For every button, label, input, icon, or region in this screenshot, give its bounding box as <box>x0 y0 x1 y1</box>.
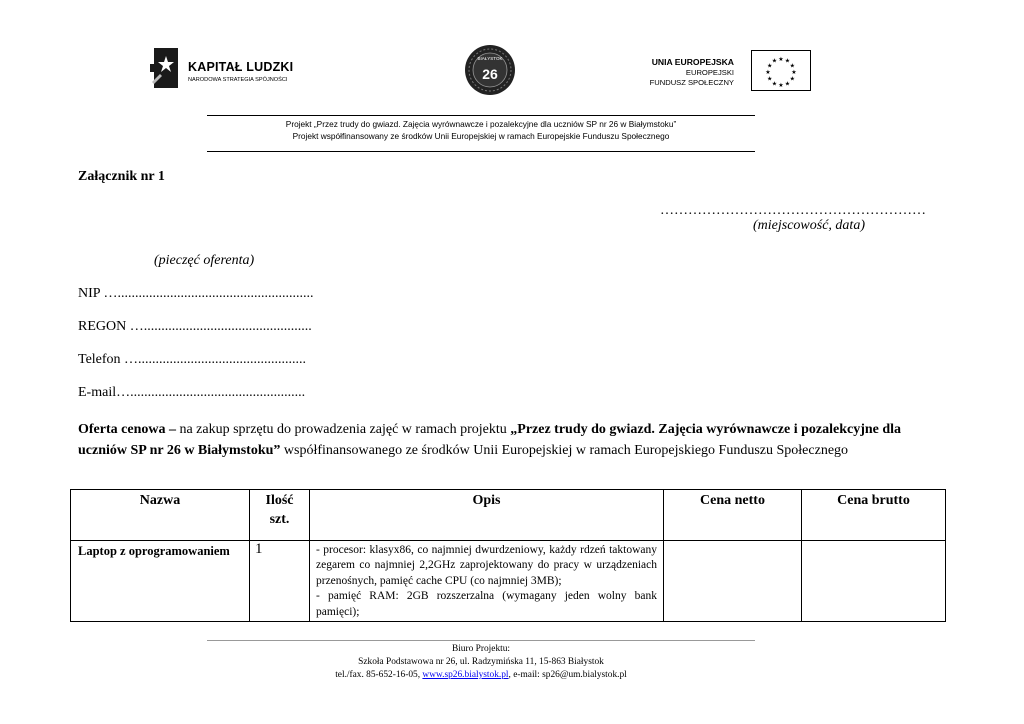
place-date-label: (miejscowość, data) <box>753 218 865 233</box>
col-header-net: Cena netto <box>664 490 802 541</box>
regon-field: REGON …................................................ <box>78 319 312 334</box>
eu-line3: FUNDUSZ SPOŁECZNY <box>649 78 734 87</box>
svg-text:★: ★ <box>791 70 797 76</box>
eu-logo-text <box>650 57 734 89</box>
svg-text:★: ★ <box>784 58 791 65</box>
stamp-label: (pieczęć oferenta) <box>154 253 255 268</box>
footer-rule <box>207 640 755 641</box>
footer-email: , e-mail: sp26@um.bialystok.pl <box>508 669 627 680</box>
svg-text:★: ★ <box>789 76 795 83</box>
footer <box>207 643 755 681</box>
eu-flag-logo <box>751 50 811 91</box>
project-cofinancing-line: Projekt współfinansowany ze środków Unii Europejskiej w ramach Europejskie Funduszu Społecznego <box>292 131 670 141</box>
school-seal-logo <box>464 44 516 96</box>
desc-line-processor: - procesor: klasyx86, co najmniej dwurdzeniowy, każdy rdzeń taktowany zegarem co najmniej 2,2GHz zaprojektowany do pracy w urządzeniach przenośnych, pamięć cache CPU (co najmniej 3MB); <box>316 544 657 587</box>
col-header-qty: Ilość szt. <box>250 490 310 541</box>
svg-text:★: ★ <box>771 81 778 88</box>
desc-line-ram: - pamięć RAM: 2GB rozszerzalna (wymagany jeden wolny bank pamięci); <box>316 590 657 618</box>
school-seal-number: 26 <box>482 66 498 82</box>
eu-line2: EUROPEJSKI <box>685 67 734 77</box>
place-date-dots: ………………………………………………… <box>660 203 926 218</box>
table-header-row <box>71 490 946 541</box>
header-rule-bottom <box>207 151 755 152</box>
nip-field: NIP …........................................................ <box>78 286 314 301</box>
col-header-desc: Opis <box>310 490 664 541</box>
footer-website-link[interactable]: www.sp26.bialystok.pl <box>422 669 509 680</box>
eu-stars-icon <box>752 51 810 90</box>
svg-text:★: ★ <box>778 57 784 63</box>
cell-gross-price[interactable] <box>802 541 946 622</box>
project-title-line: Projekt „Przez trudy do gwiazd. Zajęcia wyrównawcze i pozalekcyjne dla uczniów SP nr 26 w Białymstoku” <box>285 119 677 129</box>
kapital-ludzki-subtitle: NARODOWA STRATEGIA SPÓJNOŚCI <box>188 77 288 83</box>
offer-table <box>70 489 946 622</box>
svg-text:★: ★ <box>765 70 771 76</box>
cell-name: Laptop z oprogramowaniem <box>71 541 250 622</box>
svg-text:★: ★ <box>778 83 784 89</box>
offer-project-name: „Przez trudy do gwiazd. Zajęcia wyrównawcze i pozalekcyjne dla uczniów SP nr 26 w Białymstoku” <box>78 422 902 458</box>
cell-net-price[interactable] <box>664 541 802 622</box>
kapital-ludzki-logo <box>148 46 298 90</box>
kapital-ludzki-title: KAPITAŁ LUDZKI <box>188 60 294 74</box>
svg-text:★: ★ <box>767 63 773 70</box>
kapital-ludzki-emblem-icon <box>148 46 184 90</box>
header-rule-top <box>207 115 755 116</box>
svg-text:★: ★ <box>784 81 791 88</box>
phone-field: Telefon …................................................ <box>78 352 307 367</box>
attachment-title: Załącznik nr 1 <box>78 169 165 184</box>
cell-desc <box>310 541 664 622</box>
col-header-gross: Cena brutto <box>802 490 946 541</box>
offer-text-1: na zakup sprzętu do prowadzenia zajęć w ramach projektu <box>175 422 511 437</box>
footer-office-label: Biuro Projektu: <box>451 644 511 654</box>
table-row <box>71 541 946 622</box>
footer-address: Szkoła Podstawowa nr 26, ul. Radzymińska 11, 15-863 Białystok <box>358 656 604 667</box>
svg-text:★: ★ <box>767 76 773 83</box>
email-field: E-mail….................................................. <box>78 385 306 400</box>
offer-bold-label: Oferta cenowa – <box>78 422 176 437</box>
offer-paragraph <box>78 419 948 461</box>
cell-qty: 1 <box>250 541 310 622</box>
svg-text:★: ★ <box>789 63 795 70</box>
offer-text-2: współfinansowanego ze środków Unii Europejskiej w ramach Europejskiego Funduszu Społecznego <box>280 443 849 458</box>
school-seal-top-text: BIAŁYSTOK <box>477 56 503 61</box>
eu-line1: UNIA EUROPEJSKA <box>651 57 734 67</box>
footer-contact <box>207 669 755 682</box>
col-header-name: Nazwa <box>71 490 250 541</box>
svg-text:★: ★ <box>771 58 778 65</box>
footer-phone: tel./fax. 85-652-16-05, <box>335 669 423 680</box>
